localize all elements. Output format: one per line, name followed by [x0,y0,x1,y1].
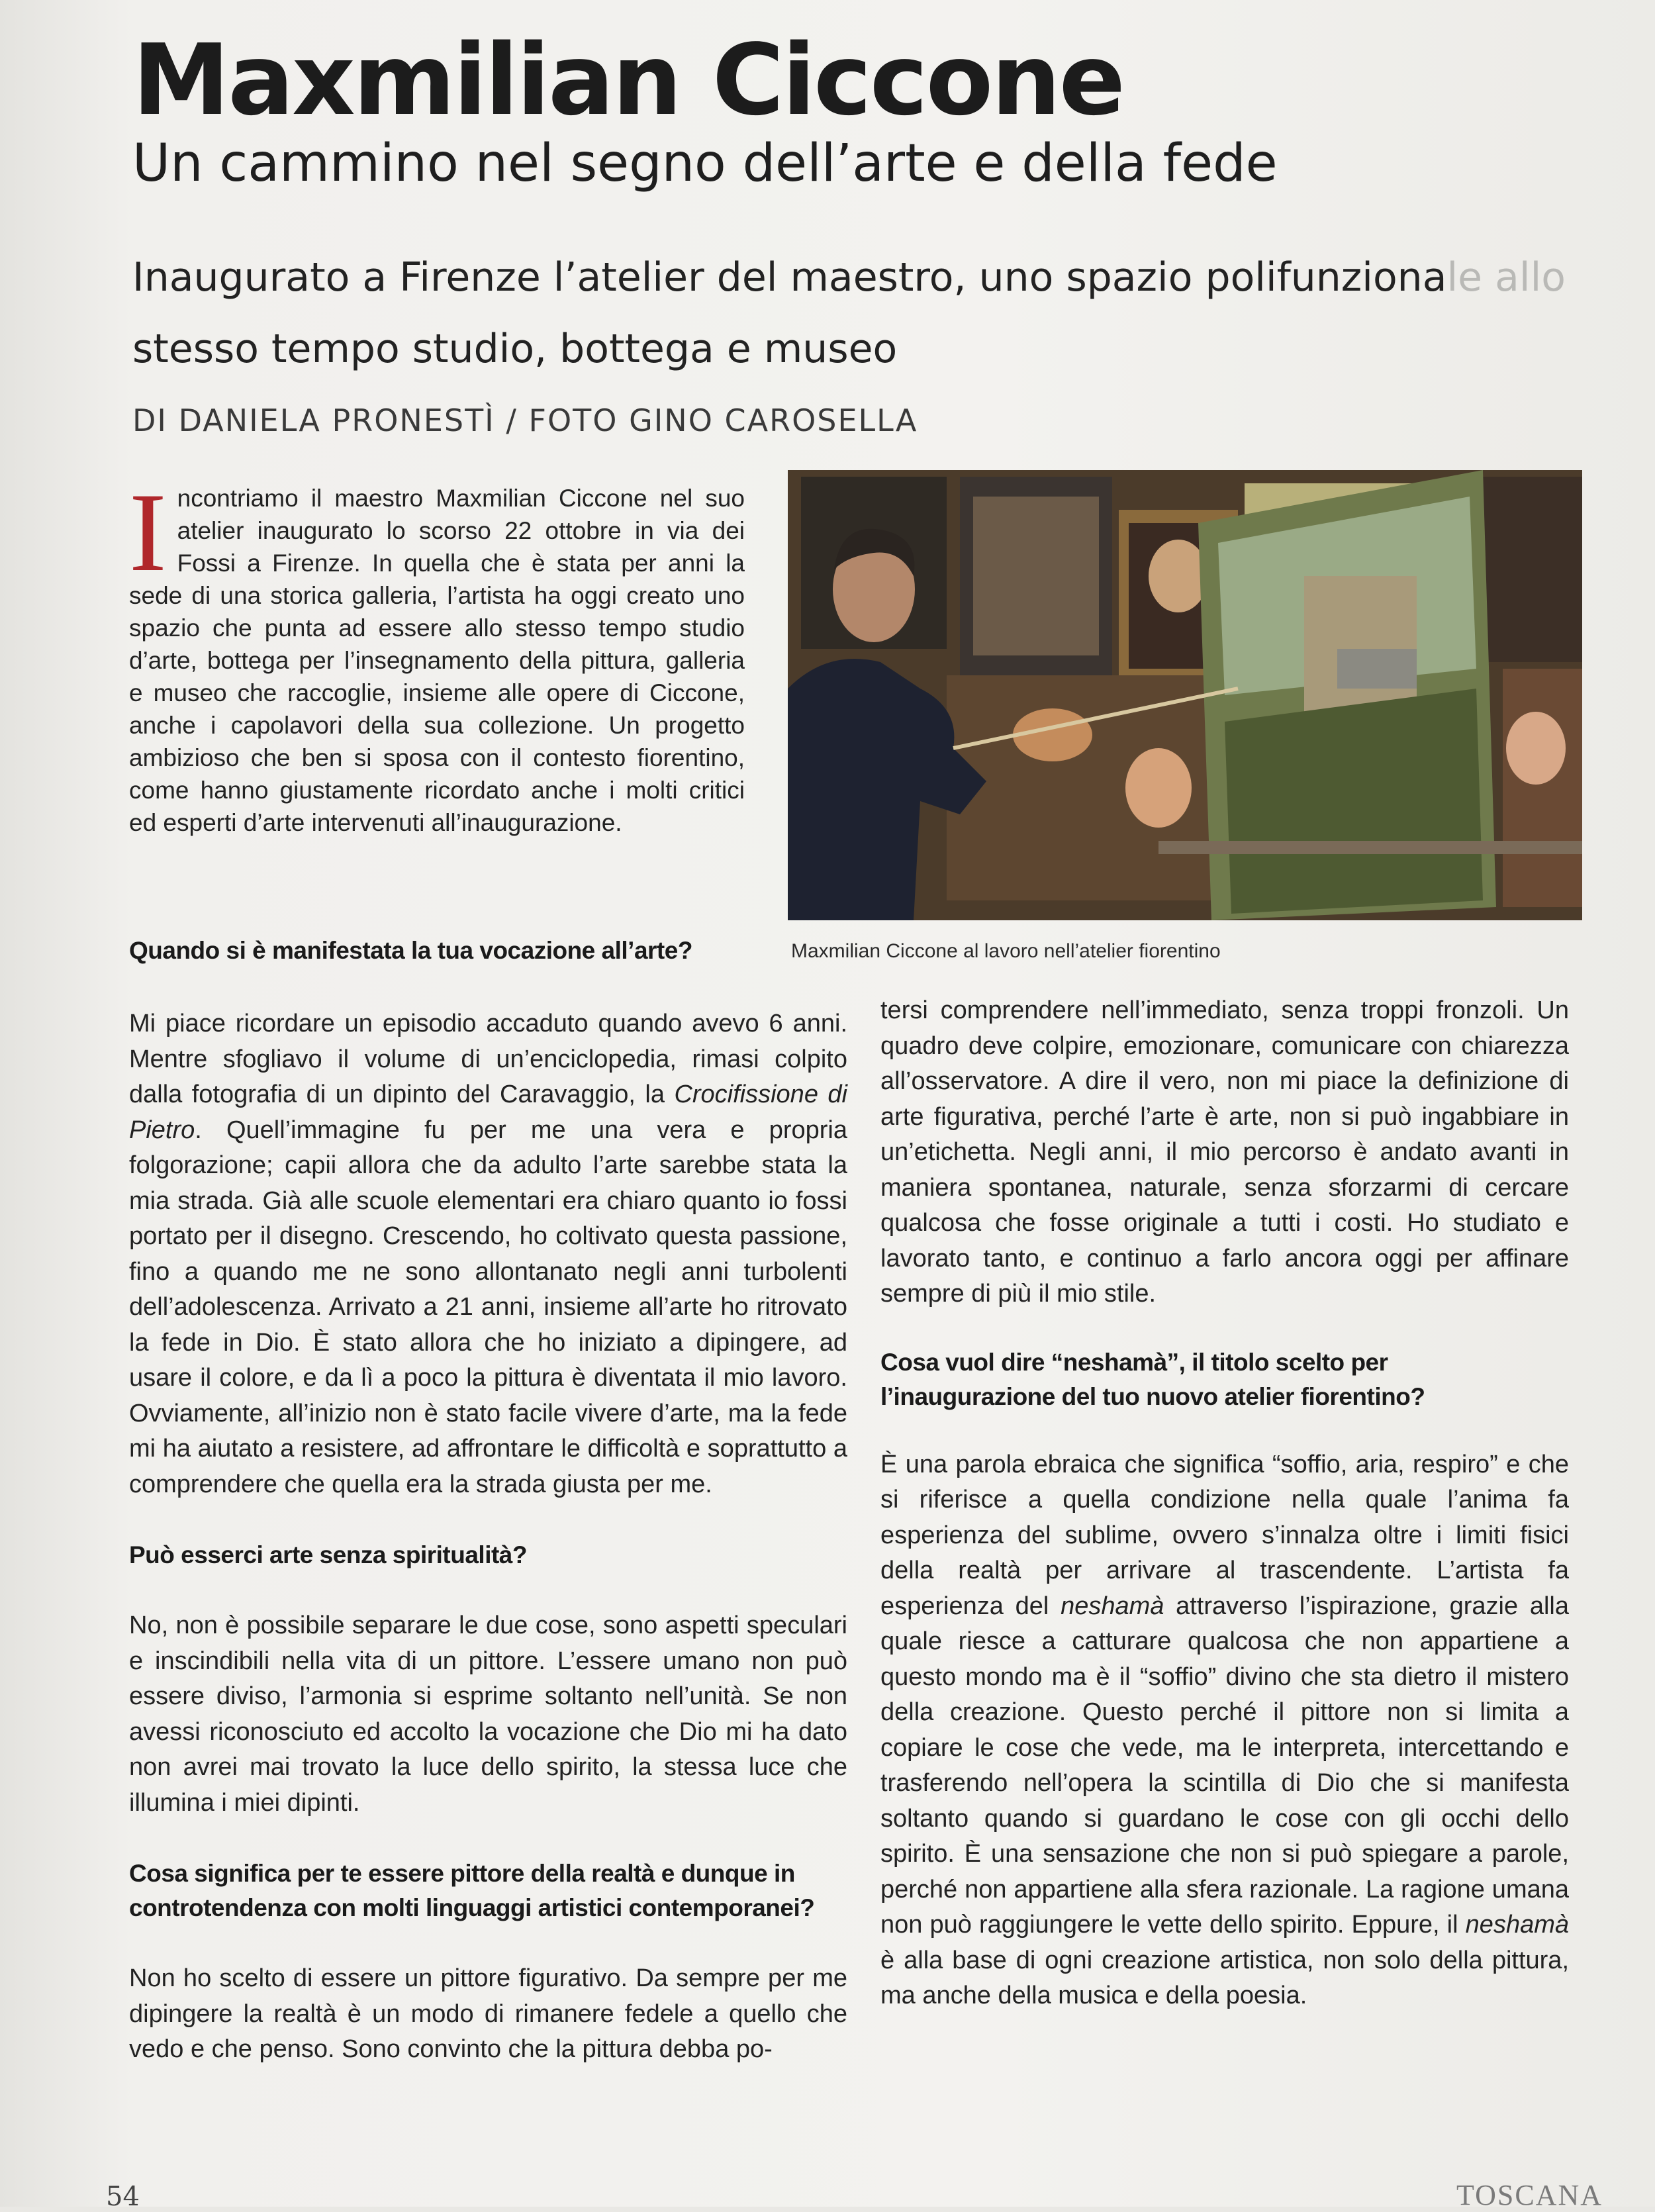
answer-4-text-c: è alla base di ogni creazione artistica, non solo della pittura, ma anche della musica e della poesia. [880,1946,1569,2009]
deck-line-2: stesso tempo studio, bottega e museo [132,326,898,372]
question-1: Quando si è manifestata la tua vocazione all’arte? [129,937,692,964]
byline: DI DANIELA PRONESTÌ / FOTO GINO CAROSELLA [132,403,918,438]
term-neshama: neshamà [1061,1592,1164,1620]
page-number: 54 [106,2182,140,2212]
answer-3-part-2: tersi comprendere nell’immediato, senza troppi fronzoli. Un quadro deve colpire, emozionare, comunicare con chiarezza all’osservatore. A dire il vero, non mi piace la definizione di arte figurativa, perché l’arte è arte, non si può ingabbiare in un’etichetta. Negli anni, il mio percorso è andato avanti in maniera spontanea, naturale, senza sforzarmi di cercare qualcosa che fosse originale a tutti i costi. Ho studiato e lavorato tanto, e continuo a farlo ancora oggi per affinare sempre di più il mio stile. [880,996,1569,1308]
answer-1 [129,1006,847,1502]
intro-paragraph [129,470,745,839]
painter-at-easel-image [788,470,1582,920]
question-2: Può esserci arte senza spiritualità? [129,1541,527,1568]
answer-1-text-b: . Quell’immagine fu per me una vera e propria folgorazione; capii allora che da adulto l’arte sarebbe stata la mia strada. Già alle scuole elementari era chiaro quanto io fossi portato per il disegno. Crescendo, ho coltivato questa passione, fino a quando me ne sono allontanato negli anni turbolenti dell’adolescenza. Arrivato a 21 anni, insieme all’arte ho ritrovato la fede in Dio. È stato allora che ho iniziato a dipingere, ad usare il colore, e da lì a poco la pittura è diventata il mio lavoro. Ovviamente, all’inizio non è stato facile vivere d’arte, ma la fede mi ha aiutato a resistere, ad affrontare le difficoltà e soprattutto a comprendere che quella era la strada giusta per me. [129,1116,847,1498]
answer-4-text-a: È una parola ebraica che significa “soffio, aria, respiro” e che si riferisce a quella condizione nella quale l’anima fa esperienza del sublime, ovvero s’innalza oltre i limiti fisici della realtà per arrivare al trascendente. L’artista fa esperienza del [880,1450,1569,1620]
drop-cap: I [129,470,167,595]
deck-line-1-faded: le allo [1446,254,1566,301]
article-title: Maxmilian Ciccone [132,23,1124,137]
photo-caption: Maxmilian Ciccone al lavoro nell’atelier fiorentino [791,940,1221,962]
painting-title: Crocifissione di Pietro [129,1081,847,1144]
answer-4 [880,1447,1569,2014]
deck-line-1: Inaugurato a Firenze l’atelier del maestro, uno spazio polifunziona [132,254,1447,301]
answer-3-part-1: Non ho scelto di essere un pittore figurativo. Da sempre per me dipingere la realtà è un modo di rimanere fedele a quello che vedo e che penso. Sono convinto che la pittura debba po- [129,1964,847,2063]
answer-4-text-b: attraverso l’ispirazione, grazie alla quale riesce a catturare qualcosa che non appartiene a questo mondo ma è il “soffio” divino che sta dietro il mistero della creazione. Questo perché il pittore non si limita a copiare le cose che vede, ma le interpreta, intercettando e trasferendo nell’opera la scintilla di Dio che si manifesta soltanto quando si guardano le cose con gli occhi dello spirito. È una sensazione che non si può spiegare a parole, perché non appartiene alla sfera razionale. La ragione umana non può raggiungere le vette dello spirito. Eppure, il [880,1592,1569,1939]
question-3: Cosa significa per te essere pittore della realtà e dunque in controtendenza con molti linguaggi artistici contemporanei? [129,1860,815,1921]
magazine-name: TOSCANA [1456,2179,1603,2211]
answer-2: No, non è possibile separare le due cose, sono aspetti speculari e inscindibili nella vita di un pittore. L’essere umano non può essere diviso, l’armonia si esprime soltanto nell’unità. Se non avessi riconosciuto ed accolto la vocazione che Dio mi ha dato non avrei mai trovato la luce dello spirito, la stessa luce che illumina i miei dipinti. [129,1611,847,1817]
artist-photo [788,470,1582,920]
question-1-block [129,934,778,968]
answer-1-text-a: Mi piace ricordare un episodio accaduto quando avevo 6 anni. Mentre sfogliavo il volume di un’enciclopedia, rimasi colpito dalla fotografia di un dipinto del Caravaggio, la [129,1010,847,1108]
left-column [129,1006,847,2068]
right-column [880,993,1569,2014]
article-subtitle: Un cammino nel segno dell’arte e della fede [132,134,1278,193]
term-neshama-2: neshamà [1465,1911,1569,1939]
article-deck [132,242,1576,385]
question-4: Cosa vuol dire “neshamà”, il titolo scelto per l’inaugurazione del tuo nuovo atelier fiorentino? [880,1348,1425,1410]
intro-text: ncontriamo il maestro Maxmilian Ciccone nel suo atelier inaugurato lo scorso 22 ottobre in via dei Fossi a Firenze. In quella che è stata per anni la sede di una storica galleria, l’artista ha oggi creato uno spazio che punta ad essere allo stesso tempo studio d’arte, bottega per l’insegnamento della pittura, galleria e museo che raccoglie, insieme alle opere di Ciccone, anche i capolavori della sua collezione. Un progetto ambizioso che ben si sposa con il contesto fiorentino, come hanno giustamente ricordato anche i molti critici ed esperti d’arte intervenuti all’inaugurazione. [129,485,745,836]
